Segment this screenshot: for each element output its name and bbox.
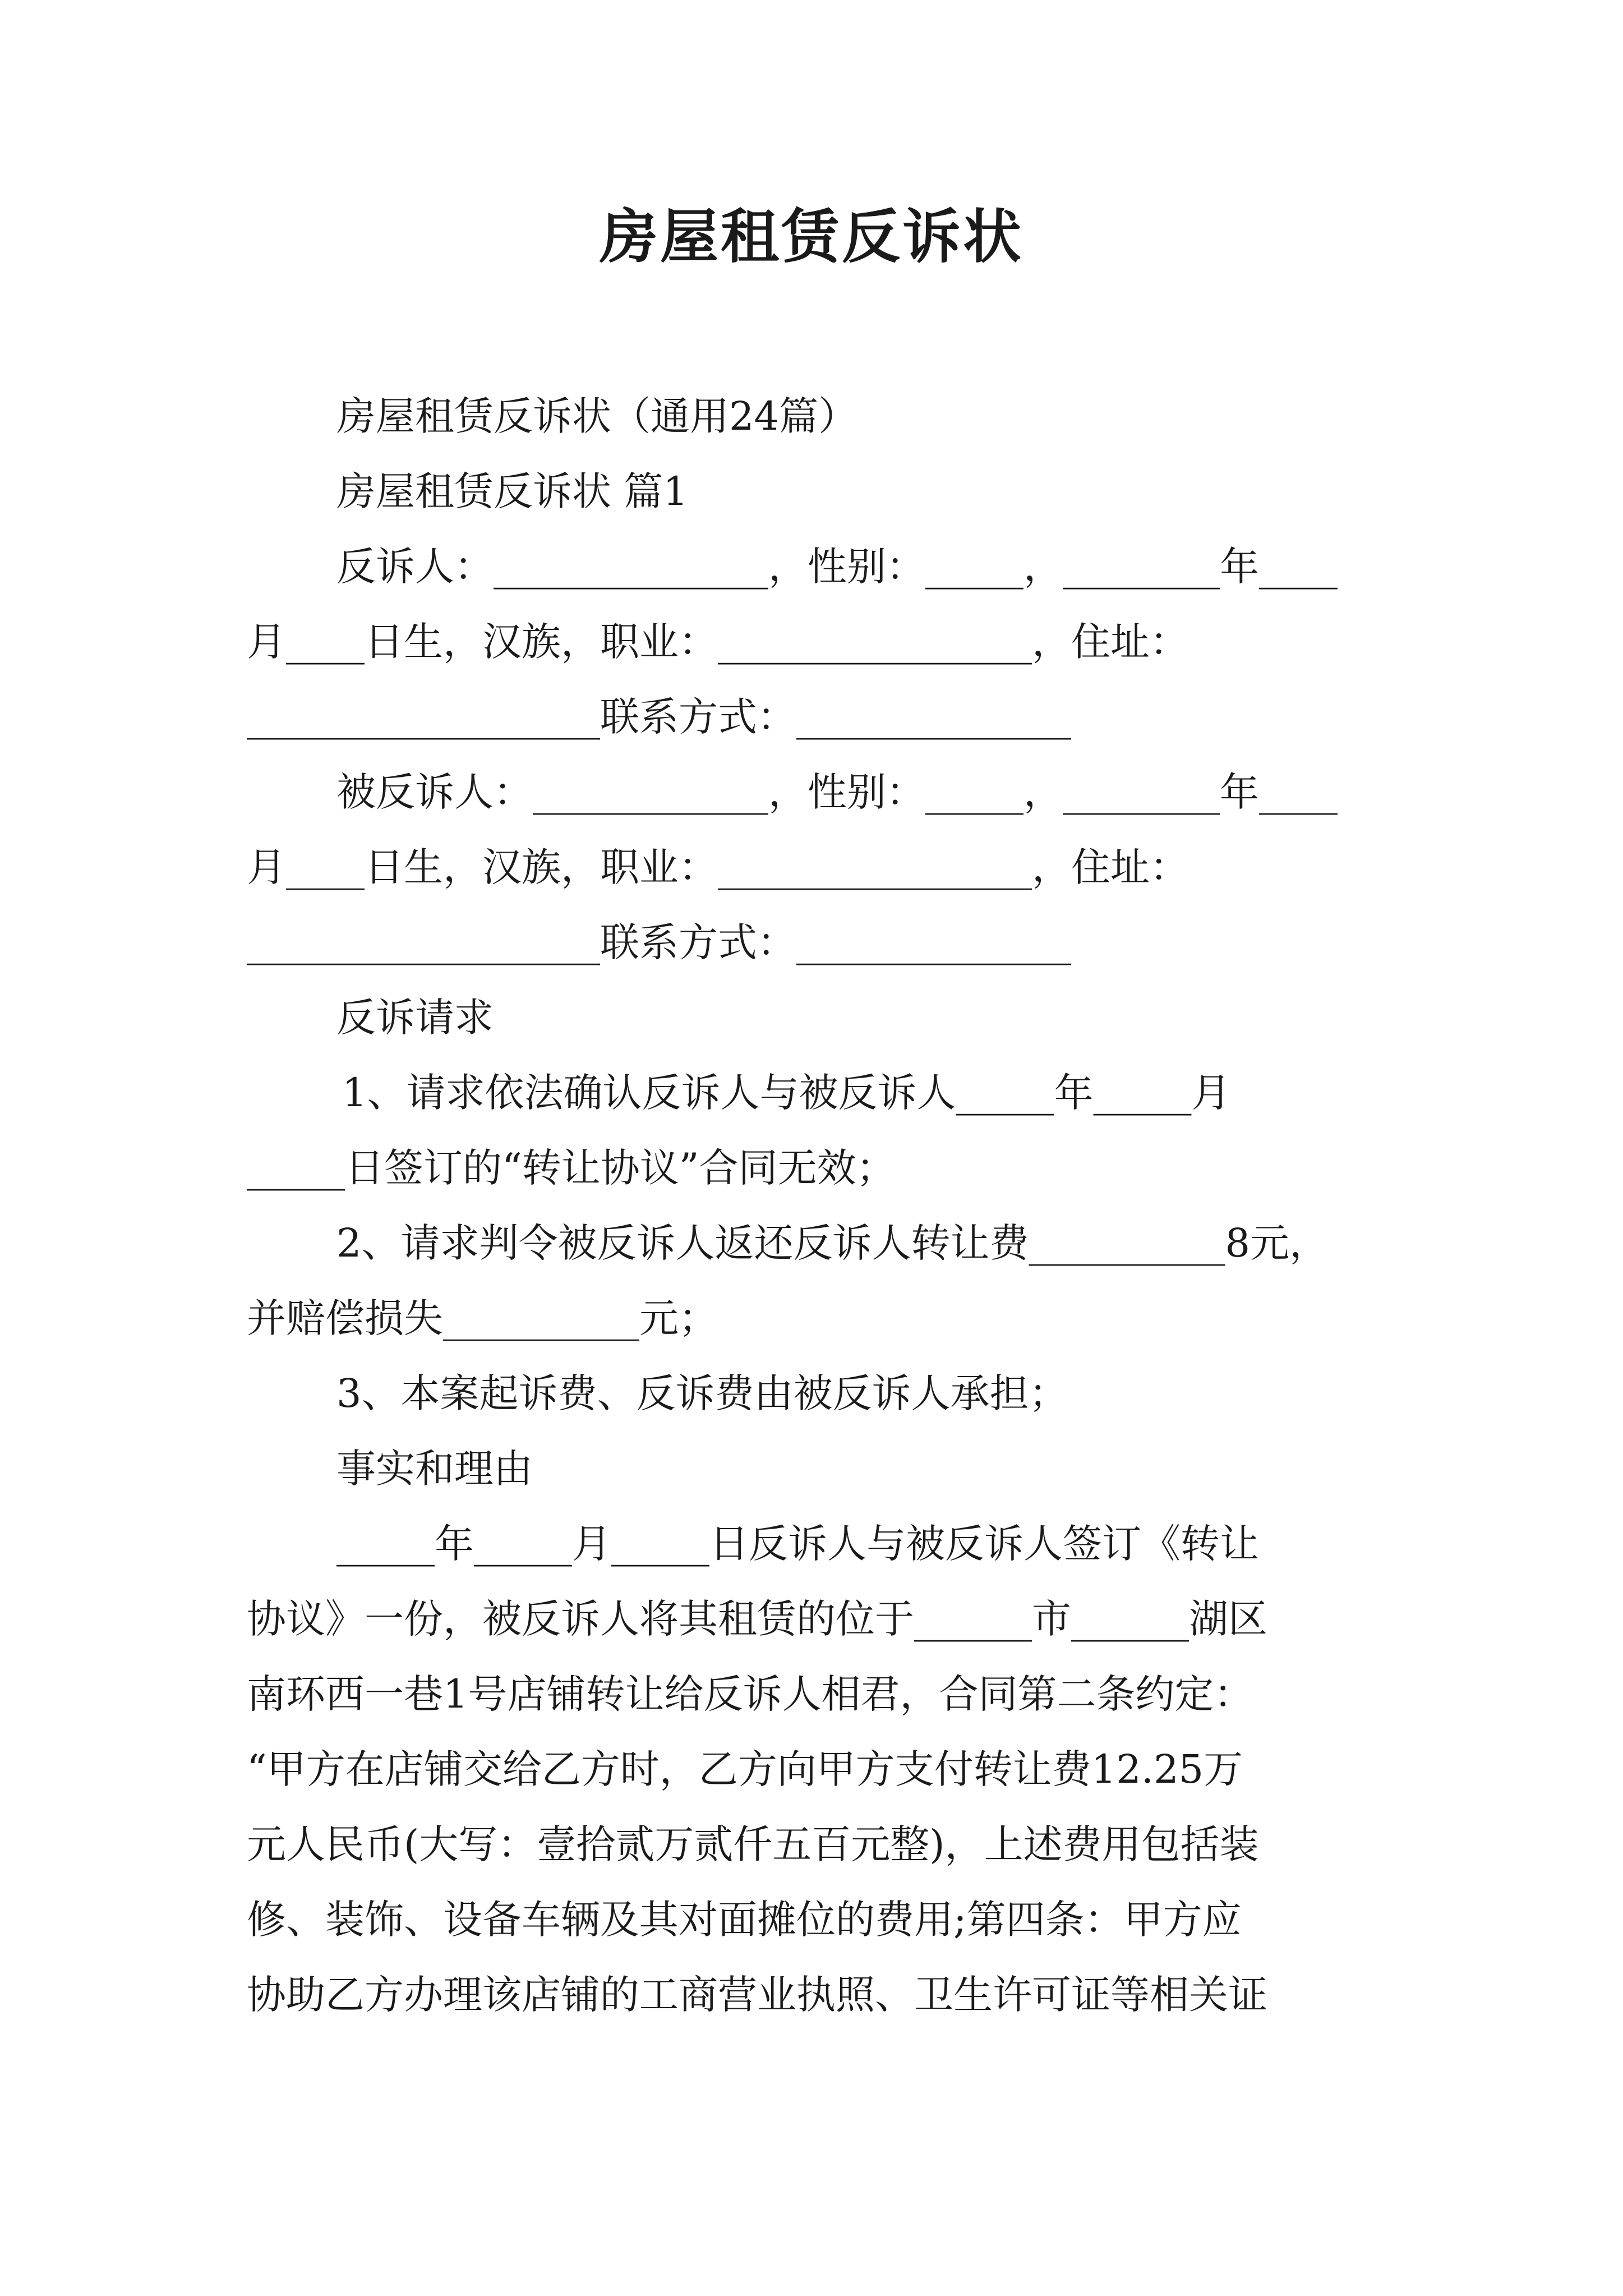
facts-line-6: 修、装饰、设备车辆及其对面摊位的费用;第四条：甲方应 xyxy=(247,1897,1242,1943)
claim-1-line-2: _____日签订的“转让协议”合同无效； xyxy=(247,1145,896,1191)
plaintiff-line-1: 反诉人：______________，性别：_____，________年____ xyxy=(336,544,1338,590)
facts-line-4: “甲方在店铺交给乙方时，乙方向甲方支付转让费12.25万 xyxy=(247,1746,1243,1792)
document-title: 房屋租赁反诉状 xyxy=(599,202,1023,271)
facts-line-3: 南环西一巷1号店铺转让给反诉人相君，合同第二条约定： xyxy=(247,1671,1253,1717)
section-heading: 房屋租赁反诉状 篇1 xyxy=(336,468,688,514)
defendant-line-1: 被反诉人：____________，性别：_____，________年____ xyxy=(336,769,1338,815)
plaintiff-line-3: __________________联系方式：______________ xyxy=(247,694,1071,740)
facts-line-1: _____年_____月_____日反诉人与被反诉人签订《转让 xyxy=(336,1521,1259,1567)
defendant-line-2: 月____日生，汉族，职业：________________，住址： xyxy=(247,844,1189,890)
facts-heading: 事实和理由 xyxy=(336,1446,533,1492)
claim-2-line-2: 并赔偿损失__________元； xyxy=(247,1295,718,1341)
claim-1-line-1: 1、请求依法确认反诉人与被反诉人_____年_____月 xyxy=(342,1070,1231,1116)
facts-line-7: 协助乙方办理该店铺的工商营业执照、卫生许可证等相关证 xyxy=(247,1972,1267,2018)
defendant-line-3: __________________联系方式：______________ xyxy=(247,919,1071,965)
subtitle-line: 房屋租赁反诉状（通用24篇） xyxy=(336,393,858,439)
plaintiff-line-2: 月____日生，汉族，职业：________________，住址： xyxy=(247,619,1189,665)
claims-heading: 反诉请求 xyxy=(336,995,494,1041)
claim-3: 3、本案起诉费、反诉费由被反诉人承担； xyxy=(336,1370,1068,1416)
facts-line-2: 协议》一份，被反诉人将其租赁的位于______市______湖区 xyxy=(247,1596,1267,1642)
facts-line-5: 元人民币(大写：壹拾贰万贰仟五百元整)，上述费用包括装 xyxy=(247,1821,1259,1867)
claim-2-line-1: 2、请求判令被反诉人返还反诉人转让费__________8元， xyxy=(336,1220,1329,1266)
